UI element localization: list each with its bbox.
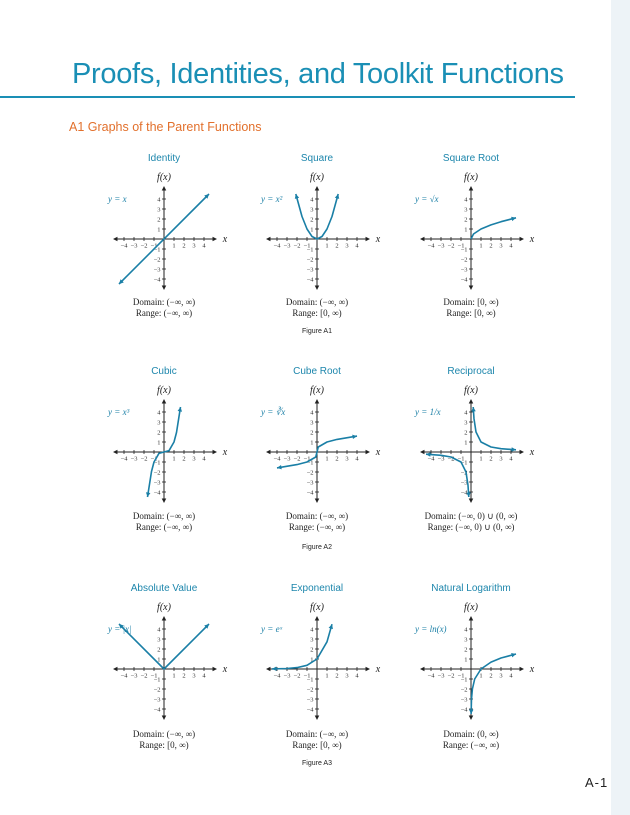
y-tick-label: 3 xyxy=(464,206,468,214)
y-axis-arrow-up xyxy=(469,186,474,190)
y-axis-arrow-up xyxy=(162,616,167,620)
x-tick-label: −2 xyxy=(140,242,148,250)
domain-range-block xyxy=(386,297,556,318)
x-axis-label: x xyxy=(222,447,228,458)
x-tick-label: 2 xyxy=(182,455,186,463)
x-tick-label: −4 xyxy=(427,242,435,250)
y-tick-label: −4 xyxy=(153,489,161,497)
y-tick-label: 1 xyxy=(310,226,314,234)
y-tick-label: −4 xyxy=(306,489,314,497)
y-tick-label: −1 xyxy=(153,246,161,254)
curve-arrow xyxy=(469,709,474,714)
x-tick-label: 3 xyxy=(345,672,349,680)
y-axis-arrow-down xyxy=(162,499,167,503)
y-axis-arrow-down xyxy=(469,286,474,290)
domain-range-block xyxy=(386,511,556,532)
y-tick-label: −2 xyxy=(460,469,468,477)
y-tick-label: 2 xyxy=(464,646,468,654)
x-tick-label: −3 xyxy=(283,672,291,680)
y-tick-label: −1 xyxy=(460,676,468,684)
x-tick-label: 2 xyxy=(489,455,493,463)
x-tick-label: 1 xyxy=(479,242,483,250)
x-tick-label: −2 xyxy=(140,672,148,680)
x-axis-arrow-right xyxy=(213,450,217,455)
x-axis-label: x xyxy=(375,234,381,245)
y-tick-label: 2 xyxy=(464,216,468,224)
x-axis-arrow-left xyxy=(113,237,117,242)
x-axis-arrow-right xyxy=(366,237,370,242)
y-tick-label: −1 xyxy=(153,459,161,467)
x-tick-label: 3 xyxy=(499,242,503,250)
y-axis-arrow-up xyxy=(315,399,320,403)
y-tick-label: −1 xyxy=(306,676,314,684)
x-tick-label: −4 xyxy=(273,672,281,680)
y-tick-label: 2 xyxy=(464,429,468,437)
y-tick-label: −3 xyxy=(306,266,314,274)
x-tick-label: 4 xyxy=(509,455,513,463)
y-axis-label: f(x) xyxy=(157,385,171,396)
y-axis-arrow-up xyxy=(162,186,167,190)
y-tick-label: −1 xyxy=(460,246,468,254)
x-tick-label: 2 xyxy=(182,672,186,680)
x-tick-label: 4 xyxy=(509,242,513,250)
x-axis-label: x xyxy=(222,234,228,245)
y-tick-label: −4 xyxy=(153,706,161,714)
x-tick-label: 1 xyxy=(325,672,329,680)
y-axis-label: f(x) xyxy=(157,172,171,183)
x-axis-arrow-left xyxy=(266,237,270,242)
curve-arrow xyxy=(471,407,476,412)
function-equation: y = √x xyxy=(415,194,439,204)
x-axis-arrow-left xyxy=(266,450,270,455)
x-axis-arrow-right xyxy=(520,450,524,455)
x-axis-label: x xyxy=(375,447,381,458)
figure-caption: Figure A1 xyxy=(302,328,332,335)
y-tick-label: 4 xyxy=(464,196,468,204)
section-heading: A1 Graphs of the Parent Functions xyxy=(69,120,262,134)
x-tick-label: 4 xyxy=(355,455,359,463)
y-tick-label: 1 xyxy=(464,439,468,447)
y-tick-label: −1 xyxy=(153,676,161,684)
graph-title: Cube Root xyxy=(293,366,341,377)
x-tick-label: 4 xyxy=(202,672,206,680)
x-axis-arrow-left xyxy=(420,667,424,672)
x-tick-label: 2 xyxy=(335,455,339,463)
y-tick-label: 1 xyxy=(157,226,161,234)
x-tick-label: −3 xyxy=(283,242,291,250)
y-tick-label: −4 xyxy=(306,706,314,714)
y-tick-label: −4 xyxy=(153,276,161,284)
y-tick-label: 4 xyxy=(310,196,314,204)
x-tick-label: −4 xyxy=(427,455,435,463)
x-tick-label: 1 xyxy=(325,455,329,463)
x-axis-arrow-right xyxy=(520,667,524,672)
curve-arrow xyxy=(272,667,277,672)
x-tick-label: −2 xyxy=(293,455,301,463)
domain-range-block xyxy=(79,729,249,750)
y-tick-label: 3 xyxy=(157,206,161,214)
function-equation: y = ∛x xyxy=(261,407,286,417)
function-graph-natural-logarithm xyxy=(396,599,546,729)
graph-title: Square Root xyxy=(442,153,500,164)
graph-title: Reciprocal xyxy=(447,366,495,377)
function-graph-exponential xyxy=(242,599,392,729)
y-axis-arrow-down xyxy=(315,286,320,290)
coordinate-axes xyxy=(424,403,520,499)
range-text: Range: (−∞, ∞) xyxy=(288,521,346,532)
y-tick-label: 1 xyxy=(310,656,314,664)
y-tick-label: −2 xyxy=(153,686,161,694)
domain-range-block xyxy=(232,511,402,532)
x-tick-label: −1 xyxy=(457,455,465,463)
range-text: Range: (−∞, ∞) xyxy=(442,739,500,750)
x-axis-arrow-right xyxy=(213,237,217,242)
y-axis-arrow-down xyxy=(469,499,474,503)
domain-text: Domain: [0, ∞) xyxy=(443,297,499,307)
function-graph-absolute-value xyxy=(89,599,239,729)
graph-title: Cubic xyxy=(151,366,177,377)
figure-caption: Figure A2 xyxy=(302,544,332,551)
domain-text: Domain: (0, ∞) xyxy=(443,729,499,739)
function-graph-cube-root xyxy=(242,382,392,512)
x-tick-label: −4 xyxy=(120,672,128,680)
x-tick-label: 3 xyxy=(192,455,196,463)
y-axis-arrow-up xyxy=(315,616,320,620)
domain-text: Domain: (−∞, ∞) xyxy=(285,511,349,521)
y-tick-label: 4 xyxy=(157,196,161,204)
y-tick-label: −3 xyxy=(460,266,468,274)
x-tick-label: 4 xyxy=(202,242,206,250)
y-tick-label: 4 xyxy=(310,409,314,417)
graph-title: Absolute Value xyxy=(130,583,198,594)
x-tick-label: −3 xyxy=(130,672,138,680)
y-tick-label: −4 xyxy=(306,276,314,284)
x-tick-label: −2 xyxy=(447,242,455,250)
x-tick-label: 1 xyxy=(479,455,483,463)
x-axis-label: x xyxy=(375,664,381,675)
y-axis-arrow-up xyxy=(315,186,320,190)
graph-title: Exponential xyxy=(290,583,344,594)
y-axis-arrow-up xyxy=(469,616,474,620)
domain-range-block xyxy=(386,729,556,750)
x-tick-label: −1 xyxy=(303,242,311,250)
x-axis-arrow-left xyxy=(420,237,424,242)
y-tick-label: −1 xyxy=(306,246,314,254)
x-tick-label: −2 xyxy=(447,672,455,680)
x-tick-label: −1 xyxy=(303,455,311,463)
y-axis-label: f(x) xyxy=(157,602,171,613)
x-tick-label: 2 xyxy=(489,672,493,680)
y-tick-label: 2 xyxy=(310,216,314,224)
range-text: Range: (−∞, ∞) xyxy=(135,307,193,318)
y-axis-label: f(x) xyxy=(310,385,324,396)
y-tick-label: 3 xyxy=(464,636,468,644)
y-tick-label: −4 xyxy=(460,706,468,714)
y-tick-label: 3 xyxy=(310,206,314,214)
y-tick-label: −1 xyxy=(306,459,314,467)
x-tick-label: −1 xyxy=(150,242,158,250)
x-tick-label: 4 xyxy=(355,672,359,680)
graph-title: Square xyxy=(300,153,334,164)
y-tick-label: −1 xyxy=(460,459,468,467)
y-axis-arrow-down xyxy=(469,716,474,720)
right-margin-strip xyxy=(611,0,630,815)
x-axis-arrow-left xyxy=(420,450,424,455)
y-tick-label: 1 xyxy=(310,439,314,447)
y-tick-label: 3 xyxy=(310,636,314,644)
x-tick-label: −2 xyxy=(447,455,455,463)
domain-range-block xyxy=(232,297,402,318)
x-tick-label: −4 xyxy=(120,242,128,250)
y-tick-label: −3 xyxy=(153,696,161,704)
x-axis-arrow-right xyxy=(366,450,370,455)
x-tick-label: −3 xyxy=(437,242,445,250)
x-tick-label: −2 xyxy=(293,242,301,250)
x-tick-label: 1 xyxy=(172,672,176,680)
x-axis-arrow-right xyxy=(366,667,370,672)
function-graph-square xyxy=(242,169,392,299)
domain-text: Domain: (−∞, ∞) xyxy=(132,297,196,307)
x-tick-label: −4 xyxy=(120,455,128,463)
x-axis-arrow-right xyxy=(213,667,217,672)
x-axis-arrow-left xyxy=(266,667,270,672)
function-curve xyxy=(471,218,516,239)
x-tick-label: −3 xyxy=(283,455,291,463)
x-tick-label: −4 xyxy=(273,455,281,463)
y-axis-arrow-down xyxy=(315,716,320,720)
x-tick-label: 3 xyxy=(192,242,196,250)
domain-text: Domain: (−∞, 0) ∪ (0, ∞) xyxy=(424,511,518,521)
function-graph-reciprocal xyxy=(396,382,546,512)
x-tick-label: 1 xyxy=(172,242,176,250)
range-text: Range: [0, ∞) xyxy=(292,739,342,750)
y-axis-arrow-down xyxy=(162,286,167,290)
x-tick-label: −3 xyxy=(130,455,138,463)
x-tick-label: −1 xyxy=(457,242,465,250)
range-text: Range: (−∞, ∞) xyxy=(135,521,193,532)
x-tick-label: 3 xyxy=(499,455,503,463)
y-tick-label: 4 xyxy=(157,626,161,634)
range-text: Range: (−∞, 0) ∪ (0, ∞) xyxy=(427,521,515,532)
x-tick-label: 1 xyxy=(172,455,176,463)
x-tick-label: 4 xyxy=(202,455,206,463)
y-tick-label: 3 xyxy=(310,419,314,427)
y-tick-label: −2 xyxy=(306,256,314,264)
y-axis-label: f(x) xyxy=(464,172,478,183)
x-tick-label: 3 xyxy=(192,672,196,680)
y-tick-label: −3 xyxy=(460,696,468,704)
y-tick-label: −3 xyxy=(153,479,161,487)
page-number: A-1 xyxy=(585,775,609,790)
x-tick-label: 2 xyxy=(489,242,493,250)
x-tick-label: 3 xyxy=(345,455,349,463)
y-tick-label: 3 xyxy=(157,419,161,427)
x-tick-label: 2 xyxy=(335,242,339,250)
x-tick-label: 1 xyxy=(325,242,329,250)
x-tick-label: −1 xyxy=(457,672,465,680)
function-graph-square-root xyxy=(396,169,546,299)
x-tick-label: 4 xyxy=(509,672,513,680)
y-tick-label: 4 xyxy=(464,626,468,634)
y-tick-label: 2 xyxy=(310,646,314,654)
function-curve xyxy=(473,407,516,450)
y-tick-label: −3 xyxy=(306,696,314,704)
domain-text: Domain: (−∞, ∞) xyxy=(132,511,196,521)
y-axis-label: f(x) xyxy=(464,385,478,396)
curve-arrow xyxy=(511,447,516,452)
x-axis-arrow-right xyxy=(520,237,524,242)
x-tick-label: −3 xyxy=(437,672,445,680)
x-tick-label: −1 xyxy=(150,455,158,463)
y-tick-label: 2 xyxy=(157,646,161,654)
y-tick-label: 2 xyxy=(157,429,161,437)
y-tick-label: −2 xyxy=(460,686,468,694)
x-tick-label: 1 xyxy=(479,672,483,680)
y-tick-label: −4 xyxy=(460,276,468,284)
figure-caption: Figure A3 xyxy=(302,760,332,767)
y-tick-label: −2 xyxy=(306,686,314,694)
x-tick-label: −4 xyxy=(273,242,281,250)
function-equation: y = |x| xyxy=(108,624,132,634)
y-axis-arrow-up xyxy=(162,399,167,403)
x-tick-label: 2 xyxy=(335,672,339,680)
y-tick-label: 2 xyxy=(310,429,314,437)
y-tick-label: −3 xyxy=(153,266,161,274)
x-tick-label: −2 xyxy=(140,455,148,463)
y-axis-arrow-up xyxy=(469,399,474,403)
x-tick-label: −2 xyxy=(293,672,301,680)
y-tick-label: −2 xyxy=(153,256,161,264)
function-equation: y = eˣ xyxy=(261,624,283,634)
y-tick-label: −2 xyxy=(460,256,468,264)
y-tick-label: 3 xyxy=(464,419,468,427)
x-axis-label: x xyxy=(222,664,228,675)
function-equation: y = x xyxy=(108,194,127,204)
graph-title: Identity xyxy=(147,153,181,164)
y-tick-label: −2 xyxy=(153,469,161,477)
y-tick-label: 3 xyxy=(157,636,161,644)
x-axis-arrow-left xyxy=(113,667,117,672)
x-tick-label: −1 xyxy=(150,672,158,680)
domain-range-block xyxy=(232,729,402,750)
y-tick-label: 4 xyxy=(157,409,161,417)
function-curve xyxy=(471,654,516,714)
domain-range-block xyxy=(79,297,249,318)
x-tick-label: 3 xyxy=(345,242,349,250)
range-text: Range: [0, ∞) xyxy=(292,307,342,318)
domain-text: Domain: (−∞, ∞) xyxy=(285,297,349,307)
x-tick-label: 3 xyxy=(499,672,503,680)
page-title: Proofs, Identities, and Toolkit Functions xyxy=(72,58,564,90)
x-axis-arrow-left xyxy=(113,450,117,455)
y-tick-label: 2 xyxy=(157,216,161,224)
graph-title: Natural Logarithm xyxy=(431,583,511,594)
domain-text: Domain: (−∞, ∞) xyxy=(285,729,349,739)
x-axis-label: x xyxy=(529,664,535,675)
domain-text: Domain: (−∞, ∞) xyxy=(132,729,196,739)
y-tick-label: 4 xyxy=(464,409,468,417)
y-axis-label: f(x) xyxy=(310,172,324,183)
function-equation: y = 1/x xyxy=(415,407,441,417)
function-equation: y = x² xyxy=(261,194,283,204)
y-tick-label: −2 xyxy=(306,469,314,477)
y-axis-label: f(x) xyxy=(464,602,478,613)
y-tick-label: −3 xyxy=(306,479,314,487)
y-tick-label: 1 xyxy=(157,656,161,664)
function-graph-cubic xyxy=(89,382,239,512)
y-tick-label: 1 xyxy=(464,656,468,664)
x-tick-label: 2 xyxy=(182,242,186,250)
x-tick-label: −1 xyxy=(303,672,311,680)
y-tick-label: 1 xyxy=(157,439,161,447)
range-text: Range: [0, ∞) xyxy=(139,739,189,750)
x-axis-label: x xyxy=(529,447,535,458)
x-tick-label: 4 xyxy=(355,242,359,250)
y-axis-arrow-down xyxy=(315,499,320,503)
y-axis-label: f(x) xyxy=(310,602,324,613)
x-tick-label: −4 xyxy=(427,672,435,680)
range-text: Range: [0, ∞) xyxy=(446,307,496,318)
function-graph-identity xyxy=(89,169,239,299)
domain-range-block xyxy=(79,511,249,532)
y-axis-arrow-down xyxy=(162,716,167,720)
y-tick-label: 4 xyxy=(310,626,314,634)
function-equation: y = x³ xyxy=(108,407,130,417)
y-tick-label: 1 xyxy=(464,226,468,234)
x-tick-label: −3 xyxy=(130,242,138,250)
title-rule xyxy=(0,96,575,98)
x-axis-label: x xyxy=(529,234,535,245)
x-tick-label: −3 xyxy=(437,455,445,463)
y-tick-label: −4 xyxy=(460,489,468,497)
y-tick-label: −3 xyxy=(460,479,468,487)
function-equation: y = ln(x) xyxy=(415,624,447,634)
